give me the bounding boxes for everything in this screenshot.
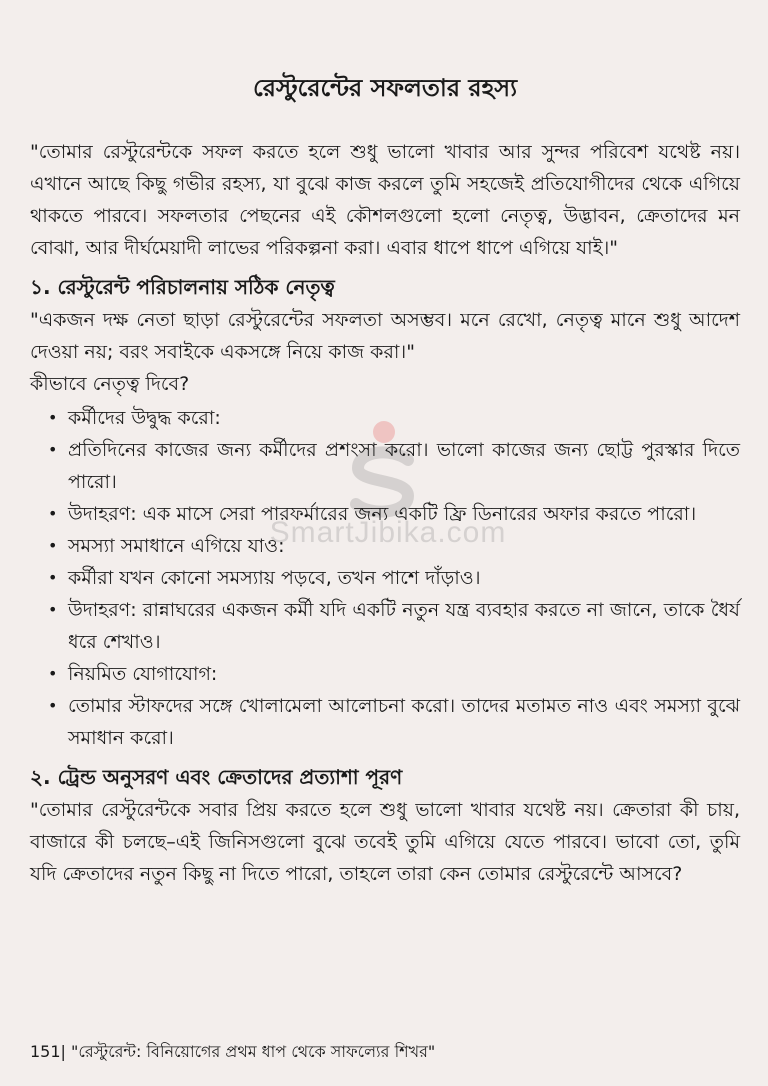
- section-1-bullet-list: [30, 402, 740, 754]
- list-item: • উদাহরণ: রান্নাঘরের একজন কর্মী যদি একটি নতুন যন্ত্র ব্যবহার করতে না জানে, তাকে ধৈর্য ধরে শেখাও।: [52, 594, 740, 658]
- list-item: • উদাহরণ: এক মাসে সেরা পারফর্মারের জন্য একটি ফ্রি ডিনারের অফার করতে পারো।: [52, 498, 740, 530]
- list-item: • কর্মীরা যখন কোনো সমস্যায় পড়বে, তখন পাশে দাঁড়াও।: [52, 562, 740, 594]
- list-item: • কর্মীদের উদ্বুদ্ধ করো:: [52, 402, 740, 434]
- document-page: [30, 70, 740, 890]
- section-1-heading: ১. রেস্টুরেন্ট পরিচালনায় সঠিক নেতৃত্ব: [30, 275, 335, 299]
- section-2-quote: "তোমার রেস্টুরেন্টকে সবার প্রিয় করতে হলে শুধু ভালো খাবার যথেষ্ট নয়। ক্রেতারা কী চায়, বাজারে কী চলছে–এই জিনিসগুলো বুঝে তবেই তুমি এগিয়ে যেতে পারবে। ভাবো তো, তুমি যদি ক্রেতাদের নতুন কিছু না দিতে পারো, তাহলে তারা কেন তোমার রেস্টুরেন্টে আসবে?: [30, 799, 740, 885]
- watermark-text: SmartJibika.com: [269, 516, 507, 549]
- section-2-heading: ২. ট্রেন্ড অনুসরণ এবং ক্রেতাদের প্রত্যাশা পূরণ: [30, 765, 403, 789]
- section-1-quote: "একজন দক্ষ নেতা ছাড়া রেস্টুরেন্টের সফলতা অসম্ভব। মনে রেখো, নেতৃত্ব মানে শুধু আদেশ দেওয়া নয়; বরং সবাইকে একসঙ্গে নিয়ে কাজ করা।": [30, 309, 740, 363]
- list-item: • নিয়মিত যোগাযোগ:: [52, 658, 740, 690]
- page-footer: 151| "রেস্টুরেন্ট: বিনিয়োগের প্রথম ধাপ থেকে সাফল্যের শিখর": [30, 1042, 436, 1061]
- list-item: • তোমার স্টাফদের সঙ্গে খোলামেলা আলোচনা করো। তাদের মতামত নাও এবং সমস্যা বুঝে সমাধান করো।: [52, 690, 740, 754]
- section-1-subheading: কীভাবে নেতৃত্ব দিবে?: [30, 373, 190, 395]
- list-item: • সমস্যা সমাধানে এগিয়ে যাও:: [52, 530, 740, 562]
- page-title: রেস্টুরেন্টের সফলতার রহস্য: [252, 74, 518, 102]
- list-item: • প্রতিদিনের কাজের জন্য কর্মীদের প্রশংসা করো। ভালো কাজের জন্য ছোট্ট পুরস্কার দিতে পারো।: [52, 434, 740, 498]
- intro-paragraph: "তোমার রেস্টুরেন্টকে সফল করতে হলে শুধু ভালো খাবার আর সুন্দর পরিবেশ যথেষ্ট নয়। এখানে আছে কিছু গভীর রহস্য, যা বুঝে কাজ করলে তুমি সহজেই প্রতিযোগীদের থেকে এগিয়ে থাকতে পারবে। সফলতার পেছনের এই কৌশলগুলো হলো নেতৃত্ব, উদ্ভাবন, ক্রেতাদের মন বোঝা, আর দীর্ঘমেয়াদী লাভের পরিকল্পনা করা। এবার ধাপে ধাপে এগিয়ে যাই।": [30, 141, 740, 259]
